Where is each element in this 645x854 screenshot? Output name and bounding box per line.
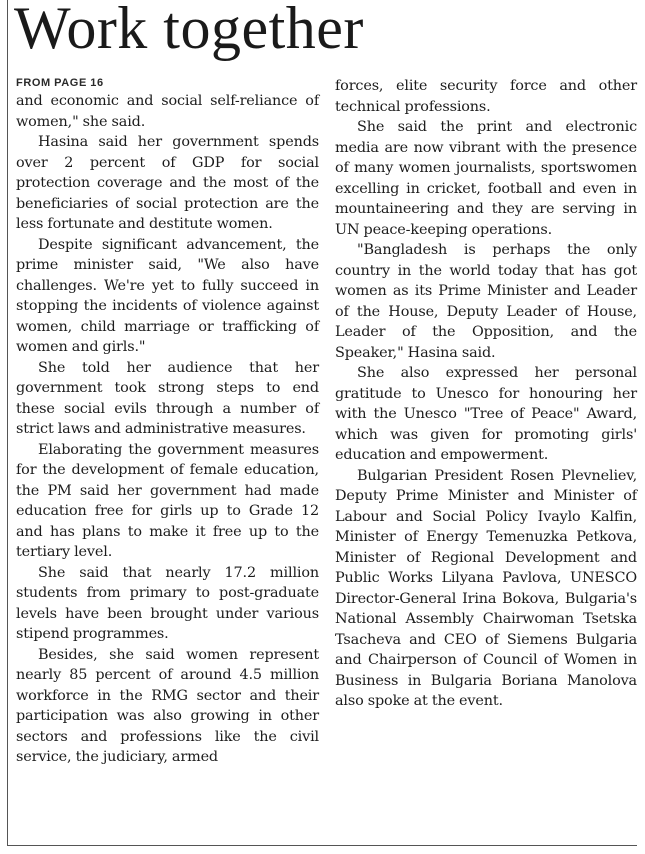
- paragraph: She said the print and electronic media are now vibrant with the presence of many women journalists, sportswomen excelling in cricket, football and even in mountaineering and they are serving in UN peace-keeping operations.: [335, 119, 637, 238]
- paragraph: "Bangladesh is perhaps the only country in the world today that has got women as its Prime Minister and Leader of the House, Deputy Leader of House, Leader of the Opposition, and the Speaker," Hasina said.: [335, 242, 637, 361]
- paragraph: She also expressed her personal gratitude to Unesco for honouring her with the Unesco "Tree of Peace" Award, which was given for promoting girls' education and empowerment.: [335, 365, 637, 463]
- paragraph: Despite significant advancement, the prime minister said, "We also have challenges. We're yet to fully succeed in stopping the incidents of violence against women, child marriage or trafficking of women and girls.": [16, 236, 319, 355]
- paragraph: Bulgarian President Rosen Plevneliev, Deputy Prime Minister and Minister of Labour and Social Policy Ivaylo Kalfin, Minister of Energy Temenuzka Petkova, Minister of Regional Development and Public Works Lilyana Pavlova, UNESCO Director-General Irina Bokova, Bulgaria's National Assembly Chairwoman Tsetska Tsacheva and CEO of Siemens Bulgaria and Chairperson of Council of Women in Business in Bulgaria Boriana Manolova also spoke at the event.: [335, 467, 637, 709]
- paragraph: and economic and social self-reliance of women," she said.: [16, 93, 319, 130]
- article-column-left: [16, 76, 319, 768]
- paragraph: She said that nearly 17.2 million students from primary to post-graduate levels have been brought under various stipend programmes.: [16, 564, 319, 642]
- paragraph: Elaborating the government measures for the development of female education, the PM said her government had made education free for girls up to Grade 12 and has plans to make it free up to the tertiary level.: [16, 441, 319, 560]
- headline: Work together: [14, 0, 364, 61]
- left-column-rule: [7, 0, 8, 846]
- jump-kicker: FROM PAGE 16: [16, 77, 104, 89]
- paragraph: forces, elite security force and other technical professions.: [335, 78, 637, 115]
- article-column-right: [335, 76, 637, 712]
- paragraph: Besides, she said women represent nearly 85 percent of around 4.5 million workforce in the RMG sector and their participation was also growing in other sectors and professions like the civil service, the judiciary, armed: [16, 646, 319, 765]
- bottom-rule: [7, 845, 637, 846]
- paragraph: She told her audience that her government took strong steps to end these social evils through a number of strict laws and administrative measures.: [16, 359, 319, 437]
- paragraph: Hasina said her government spends over 2 percent of GDP for social protection coverage and the most of the beneficiaries of social protection are the less fortunate and destitute women.: [16, 134, 319, 232]
